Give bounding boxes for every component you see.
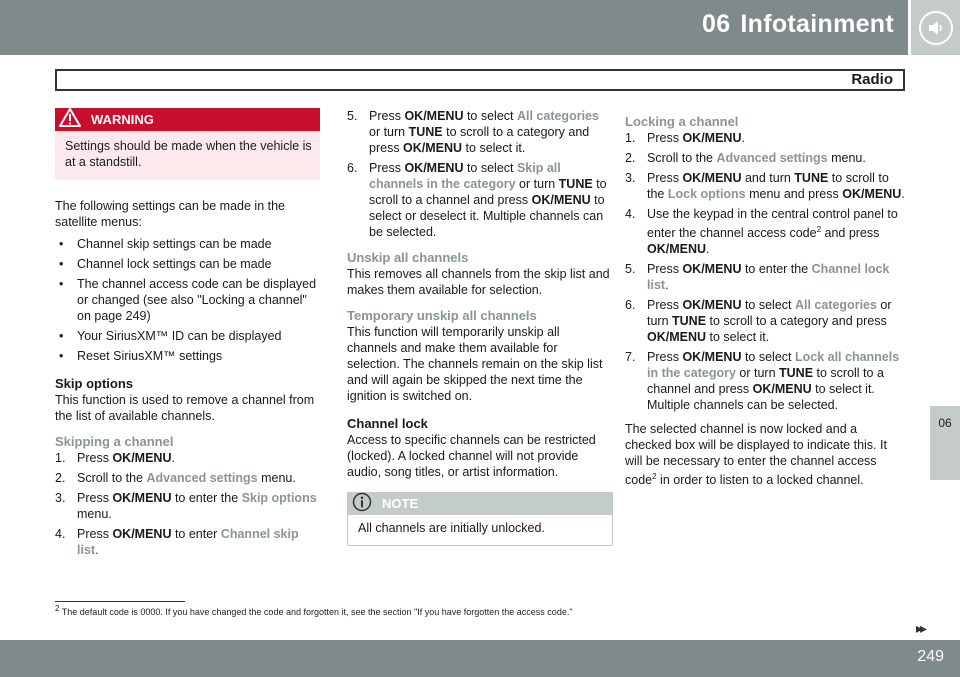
list-item: • Channel lock settings can be made — [55, 256, 320, 272]
note-label: NOTE — [382, 496, 419, 511]
list-item: 1. Press OK/MENU. — [625, 131, 745, 145]
list-item: • The channel access code can be displayed or changed (see also "Locking a channel" on page 249) — [55, 276, 320, 324]
footnote-divider — [55, 601, 185, 602]
warning-header — [55, 108, 320, 131]
locking-closing-text: The selected channel is now locked and a checked box will be displayed to indicate this. It will be necessary to enter the channel access code$^2$ in order to listen to a locked channel. — [625, 422, 887, 488]
list-item: 6. Press OK/MENU to select All categories or turn TUNE to scroll to a category and press OK/MENU to select it. — [625, 298, 892, 345]
info-icon — [352, 492, 372, 516]
footnote-mark: 2 — [55, 604, 60, 613]
list-item: 7. Press OK/MENU to select Lock all channels in the category or turn TUNE to scroll to a channel and press OK/MENU to select it. Multiple channels can be selected. — [625, 350, 900, 413]
skip-options-heading: Skip options — [55, 376, 133, 391]
list-item: 5. Press OK/MENU to enter the Channel lock list. — [625, 262, 890, 293]
locking-steps — [625, 130, 907, 413]
warning-triangle-icon — [59, 108, 81, 131]
warning-label: WARNING — [91, 111, 154, 127]
temporary-unskip-text: This function will temporarily unskip all channels and make them available for selection. The channels remain on the skip list and will again be skipped the next time the ignition is switched on. — [347, 325, 603, 403]
side-tab-number: 06 — [938, 416, 952, 430]
list-item: 3. Press OK/MENU to enter the Skip options menu. — [55, 491, 317, 521]
footer-bar — [0, 640, 960, 677]
intro-text: The following settings can be made in the satellite menus: — [55, 199, 285, 229]
warning-text: Settings should be made when the vehicle is at a standstill. — [65, 139, 312, 169]
page-number: 249 — [917, 648, 944, 665]
chapter-title — [702, 10, 894, 39]
list-item: • Channel skip settings can be made — [55, 236, 320, 252]
note-box — [347, 492, 613, 546]
section-title: Radio — [851, 71, 893, 88]
column-2 — [347, 108, 613, 546]
footnote-text: The default code is 0000. If you have changed the code and forgotten it, see the section "If you have forgotten the access code." — [59, 607, 573, 617]
chapter-header-bar — [0, 0, 960, 55]
note-text: All channels are initially unlocked. — [358, 521, 545, 535]
list-item: 2. Scroll to the Advanced settings menu. — [625, 151, 866, 165]
skipping-channel-heading: Skipping a channel — [55, 434, 174, 449]
chapter-name: Infotainment — [740, 10, 894, 38]
chapter-side-tab[interactable] — [930, 406, 960, 480]
list-item: 4. Use the keypad in the central control panel to enter the channel access code$^2$ and press OK/MENU. — [625, 207, 898, 257]
list-item: 1. Press OK/MENU. — [55, 451, 175, 465]
settings-list — [55, 236, 320, 364]
footnote — [55, 604, 573, 617]
column-1 — [55, 108, 320, 566]
section-bar — [55, 69, 905, 91]
chapter-number: 06 — [701, 10, 731, 38]
chapter-icon-box — [908, 0, 960, 55]
skipping-steps — [55, 450, 320, 558]
temporary-unskip-heading: Temporary unskip all channels — [347, 308, 537, 323]
skip-options-text: This function is used to remove a channel from the list of available channels. — [55, 393, 315, 423]
note-header — [348, 493, 612, 515]
channel-lock-heading: Channel lock — [347, 416, 428, 431]
unskip-text: This removes all channels from the skip list and makes them available for selection. — [347, 267, 610, 297]
next-page-icon[interactable]: ▸▸ — [916, 620, 925, 636]
locking-channel-heading: Locking a channel — [625, 114, 739, 129]
list-item: 3. Press OK/MENU and turn TUNE to scroll to the Lock options menu and press OK/MENU. — [625, 171, 905, 201]
column-3 — [625, 108, 907, 494]
unskip-heading: Unskip all channels — [347, 250, 469, 265]
list-item: 4. Press OK/MENU to enter Channel skip list. — [55, 527, 299, 557]
list-item: 5. Press OK/MENU to select All categories or turn TUNE to scroll to a category and press OK/MENU to select it. — [347, 109, 599, 155]
list-item: 2. Scroll to the Advanced settings menu. — [55, 471, 296, 485]
warning-box — [55, 108, 320, 180]
list-item: • Reset SiriusXM™ settings — [55, 348, 320, 364]
skipping-steps-continued — [347, 108, 613, 240]
channel-lock-text: Access to specific channels can be restricted (locked). A locked channel will not provide audio, song titles, or artist information. — [347, 433, 596, 479]
list-item: 6. Press OK/MENU to select Skip all channels in the category or turn TUNE to scroll to a channel and press OK/MENU to select or deselect it. Multiple channels can be selected. — [347, 161, 607, 239]
speaker-icon — [919, 11, 953, 45]
list-item: • Your SiriusXM™ ID can be displayed — [55, 328, 320, 344]
